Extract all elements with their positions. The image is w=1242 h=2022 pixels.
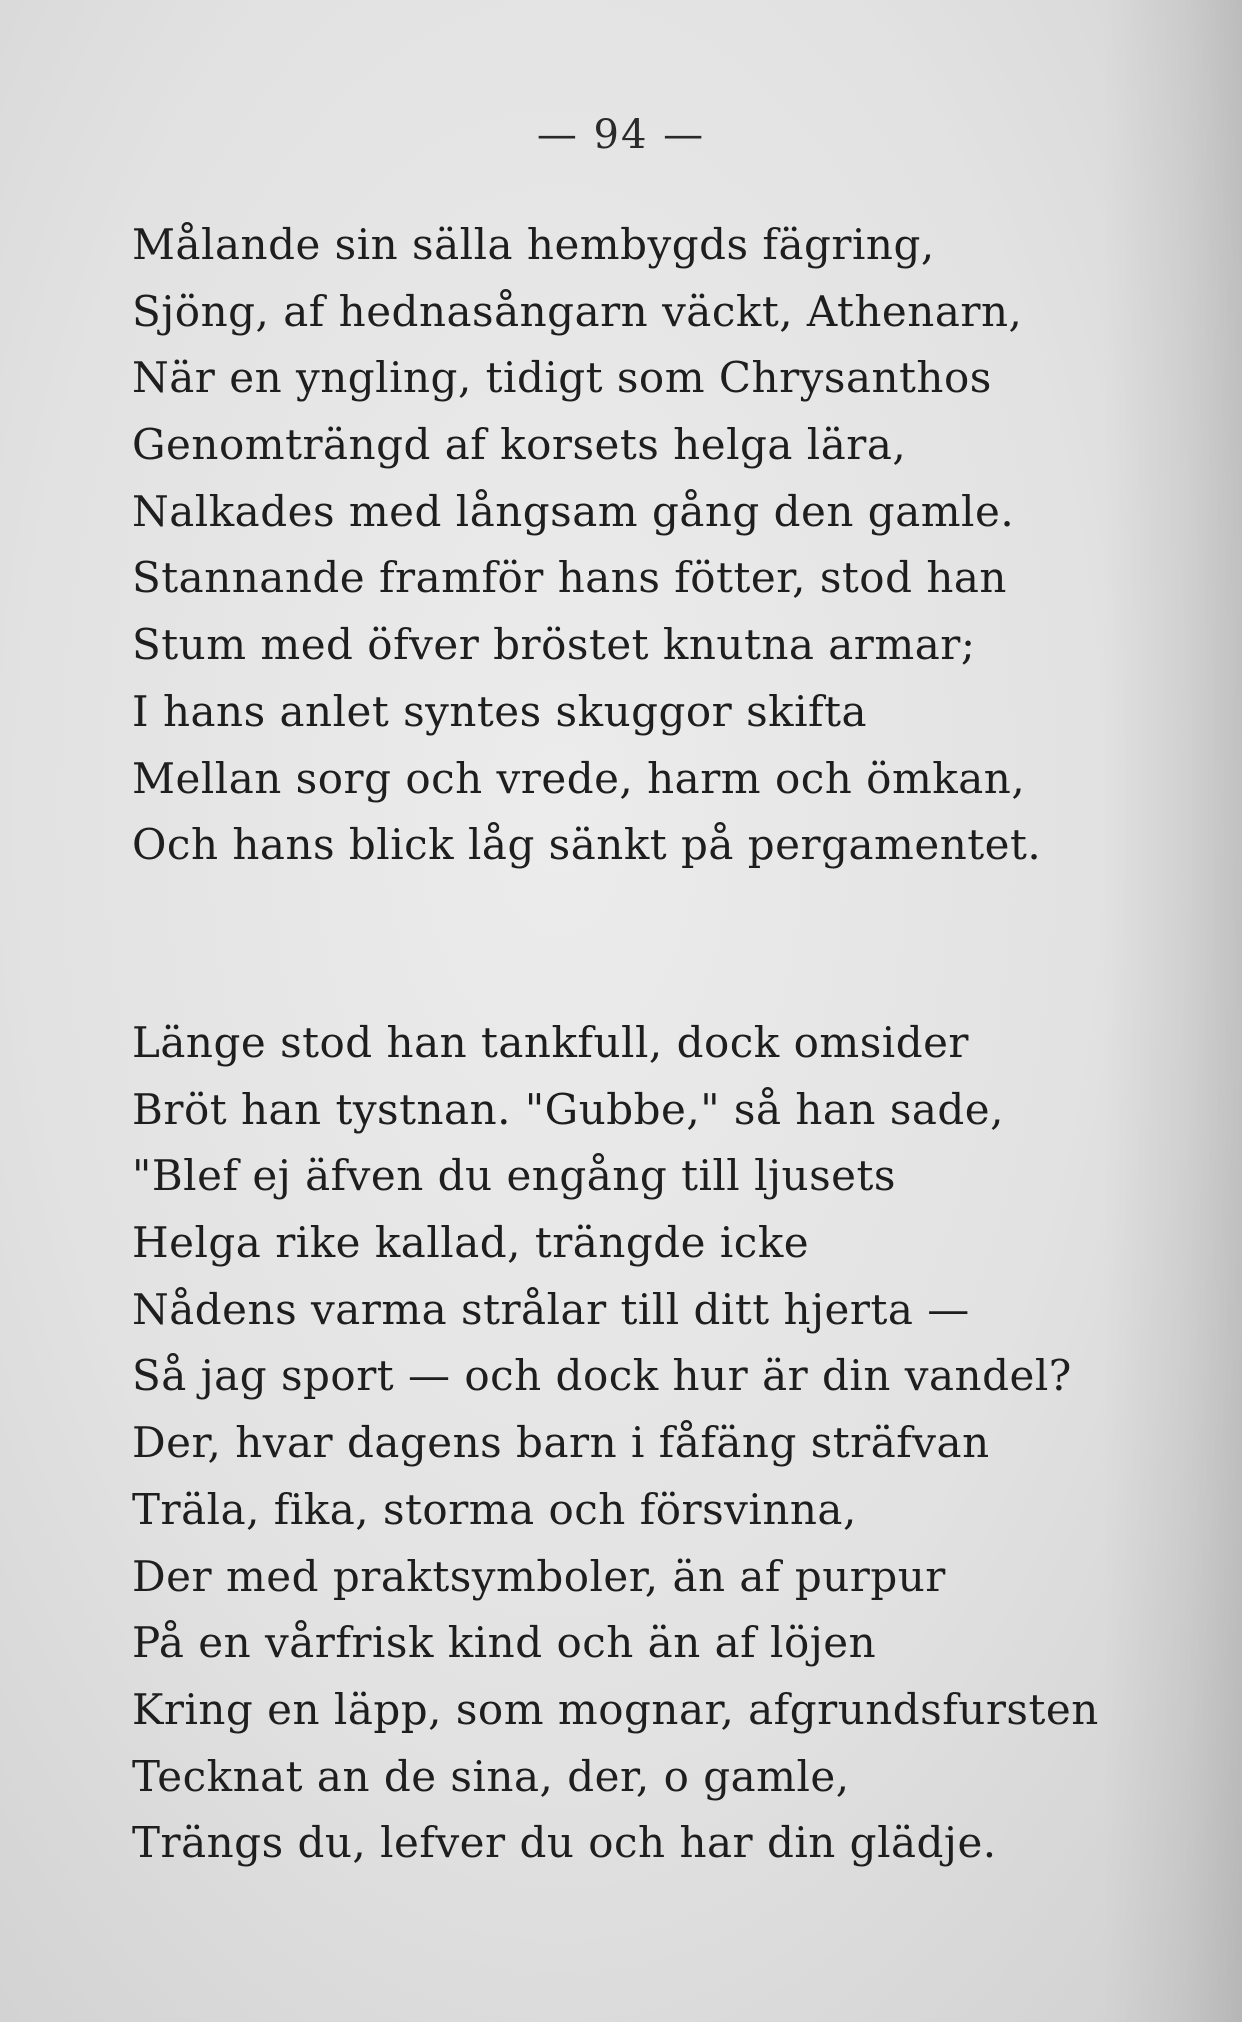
- page-edge-shadow: [1102, 0, 1242, 2022]
- poem-line: Genomträngd af korsets helga lära,: [132, 420, 907, 470]
- poem-line: I hans anlet syntes skuggor skifta: [132, 686, 867, 736]
- poem-line: Helga rike kallad, trängde icke: [132, 1218, 810, 1268]
- poem-line: "Blef ej äfven du engång till ljusets: [132, 1151, 896, 1201]
- poem-line: Så jag sport — och dock hur är din vandel?: [132, 1351, 1072, 1401]
- poem-line: Kring en läpp, som mognar, afgrundsfursten: [132, 1684, 1099, 1734]
- poem-line: På en vårfrisk kind och än af löjen: [132, 1618, 877, 1668]
- poem-line: Stum med öfver bröstet knutna armar;: [132, 620, 976, 670]
- poem-line: Och hans blick låg sänkt på pergamentet.: [132, 820, 1042, 870]
- stanza-1: [132, 212, 1041, 879]
- poem-line: Stannande framför hans fötter, stod han: [132, 553, 1007, 603]
- poem-line: Träla, fika, storma och försvinna,: [132, 1484, 857, 1534]
- poem-line: När en yngling, tidigt som Chrysanthos: [132, 353, 992, 403]
- poem-line: Länge stod han tankfull, dock omsider: [132, 1018, 970, 1067]
- poem-line: Trängs du, lefver du och har din glädje.: [132, 1818, 997, 1868]
- poem-line: Der med praktsymboler, än af purpur: [132, 1551, 946, 1601]
- page-number: — 94 —: [536, 112, 706, 158]
- poem-line: Tecknat an de sina, der, o gamle,: [132, 1751, 850, 1801]
- poem-line: Nalkades med långsam gång den gamle.: [132, 486, 1015, 536]
- poem-line: Sjöng, af hednasångarn väckt, Athenarn,: [132, 286, 1023, 336]
- stanza-2: [132, 1010, 1099, 1877]
- poem-line: Målande sin sälla hembygds fägring,: [132, 220, 935, 269]
- poem-line: Mellan sorg och vrede, harm och ömkan,: [132, 753, 1026, 803]
- poem-line: Der, hvar dagens barn i fåfäng sträfvan: [132, 1418, 990, 1468]
- poem-line: Bröt han tystnan. "Gubbe," så han sade,: [132, 1084, 1005, 1134]
- poem-line: Nådens varma strålar till ditt hjerta —: [132, 1284, 970, 1334]
